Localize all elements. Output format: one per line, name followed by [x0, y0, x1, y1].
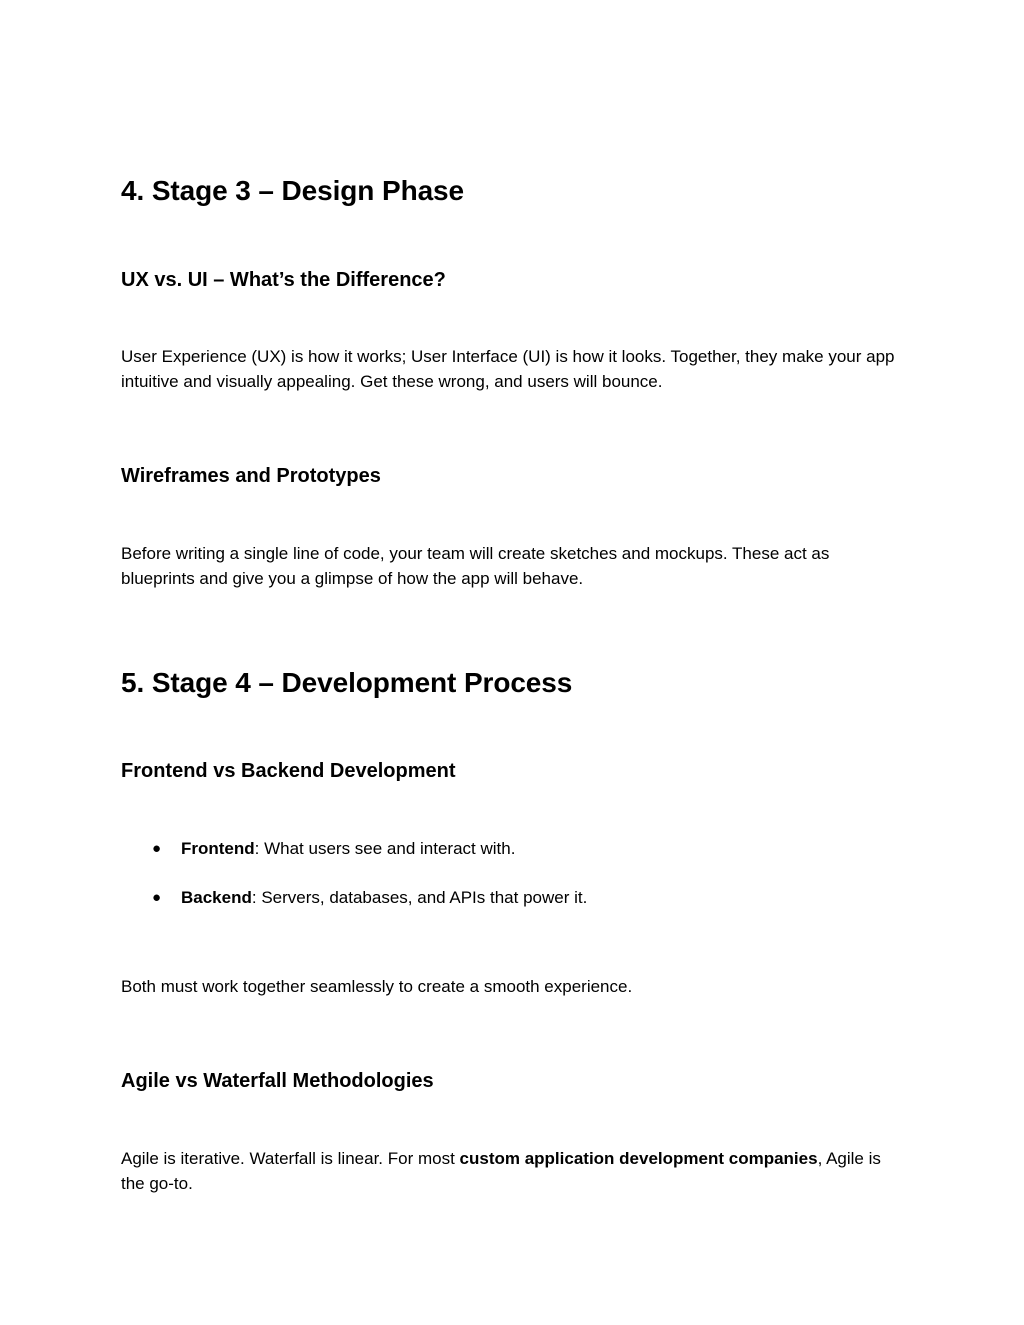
subheading-ux-vs-ui: UX vs. UI – What’s the Difference? — [121, 269, 446, 291]
subheading-agile-waterfall: Agile vs Waterfall Methodologies — [121, 1070, 434, 1092]
list-item-description: : Servers, databases, and APIs that power it. — [251, 888, 588, 907]
bullet-icon: ● — [152, 889, 162, 906]
paragraph-text-end: , Agile is the go-to. — [121, 1149, 881, 1193]
list-item-text — [181, 837, 515, 861]
list-item-term: Frontend — [181, 839, 255, 858]
subheading-frontend-backend: Frontend vs Backend Development — [121, 760, 456, 782]
paragraph-wireframes: Before writing a single line of code, your team will create sketches and mockups. These act as blueprints and give you a glimpse of how the app will behave. — [121, 544, 830, 588]
bullet-list — [121, 837, 921, 917]
paragraph-agile-waterfall — [121, 1147, 901, 1196]
section-heading-development-process: 5. Stage 4 – Development Process — [121, 667, 573, 698]
paragraph-text-start: Agile is iterative. Waterfall is linear. For most — [121, 1149, 460, 1168]
paragraph-bold-text: custom application development companies — [459, 1149, 818, 1168]
list-item-term: Backend — [181, 888, 252, 907]
list-item-text — [181, 886, 587, 910]
bullet-icon: ● — [152, 840, 162, 857]
subheading-wireframes: Wireframes and Prototypes — [121, 465, 381, 487]
paragraph-frontend-backend: Both must work together seamlessly to create a smooth experience. — [121, 977, 633, 996]
section-heading-design-phase: 4. Stage 3 – Design Phase — [121, 175, 464, 206]
paragraph-ux-vs-ui: User Experience (UX) is how it works; User Interface (UI) is how it looks. Together, they make your app intuitive and visually appealing. Get these wrong, and users will bounce. — [121, 347, 895, 391]
list-item-description: : What users see and interact with. — [254, 839, 516, 858]
